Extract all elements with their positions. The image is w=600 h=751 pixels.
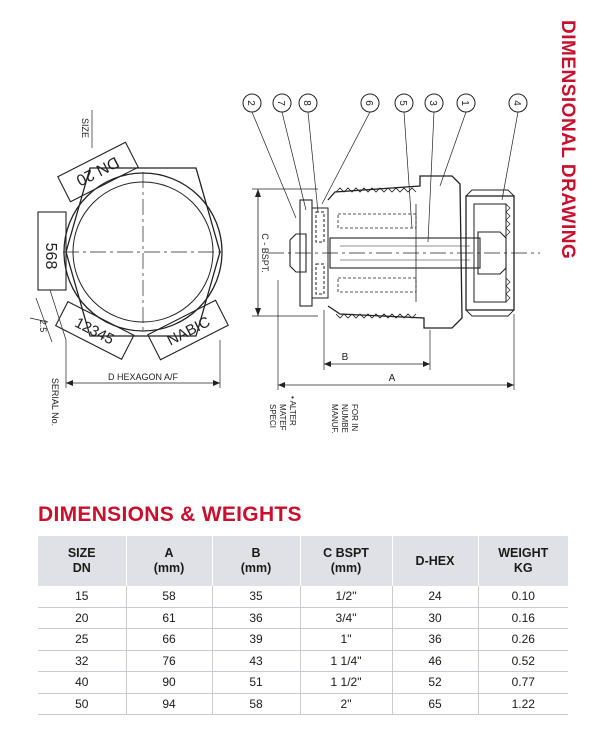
note-line: NUMBE <box>340 404 349 433</box>
svg-text:6: 6 <box>363 100 374 106</box>
drawing-title: DIMENSIONAL DRAWING <box>557 20 578 260</box>
callout-8 <box>299 94 317 112</box>
note-line: FOR IN <box>350 404 359 432</box>
dim-a-label: A <box>388 373 396 384</box>
table-cell: 3/4" <box>300 607 392 629</box>
header-b: B (mm) <box>212 536 300 586</box>
table-cell: 76 <box>126 650 212 672</box>
table-cell: 39 <box>212 629 300 651</box>
table-cell: 2" <box>300 693 392 715</box>
table-row <box>38 693 568 715</box>
table-row <box>38 629 568 651</box>
section-view <box>252 112 540 390</box>
table-cell: 24 <box>392 586 478 607</box>
dim-b-label: B <box>341 352 349 363</box>
hex-dimension-label: D HEXAGON A/F <box>107 372 179 382</box>
callout-3 <box>425 94 443 112</box>
table-cell: 50 <box>38 693 126 715</box>
header-d-hex: D-HEX <box>392 536 478 586</box>
table-cell: 94 <box>126 693 212 715</box>
note-line: MANUF. <box>330 404 339 434</box>
table-cell: 46 <box>392 650 478 672</box>
table-cell: 0.77 <box>478 672 568 694</box>
table-cell: 1 1/2" <box>300 672 392 694</box>
brand-plate-text: NABIC <box>164 313 213 350</box>
table-cell: 36 <box>392 629 478 651</box>
table-row <box>38 650 568 672</box>
size-label: SIZE <box>80 117 90 139</box>
hexagon-front-view <box>30 110 228 426</box>
table-cell: 0.16 <box>478 607 568 629</box>
table-cell: 0.10 <box>478 586 568 607</box>
table-cell: 15 <box>38 586 126 607</box>
callout-1 <box>457 94 475 112</box>
table-cell: 25 <box>38 629 126 651</box>
svg-text:7: 7 <box>275 100 286 106</box>
table-cell: 58 <box>212 693 300 715</box>
note-line: SPECI <box>268 404 277 429</box>
table-cell: 0.26 <box>478 629 568 651</box>
table-header-row <box>38 536 568 586</box>
note-line: MATEF <box>278 404 287 431</box>
table-cell: 40 <box>38 672 126 694</box>
callout-6 <box>361 94 379 112</box>
table-cell: 51 <box>212 672 300 694</box>
table-cell: 1" <box>300 629 392 651</box>
table-cell: 61 <box>126 607 212 629</box>
dim-small-label: 2.5 <box>38 319 48 333</box>
header-c-bspt: C BSPT (mm) <box>300 536 392 586</box>
table-cell: 0.52 <box>478 650 568 672</box>
dimensions-title: DIMENSIONS & WEIGHTS <box>38 503 302 526</box>
callout-7 <box>273 94 291 112</box>
table-cell: 1.22 <box>478 693 568 715</box>
table-cell: 58 <box>126 586 212 607</box>
table-cell: 65 <box>392 693 478 715</box>
header-size: SIZE DN <box>38 536 126 586</box>
table-cell: 52 <box>392 672 478 694</box>
svg-text:2: 2 <box>245 100 256 106</box>
svg-text:8: 8 <box>301 100 312 106</box>
size-plate-text: DN 20 <box>73 152 122 189</box>
svg-text:4: 4 <box>511 100 522 106</box>
table-row <box>38 586 568 607</box>
svg-text:1: 1 <box>459 100 470 106</box>
header-a: A (mm) <box>126 536 212 586</box>
table-cell: 36 <box>212 607 300 629</box>
callout-4 <box>509 94 527 112</box>
number-plate-text: 568 <box>42 242 59 270</box>
note-line: • ALTER <box>288 396 297 426</box>
svg-text:5: 5 <box>397 100 408 106</box>
table-cell: 1 1/4" <box>300 650 392 672</box>
notes-block <box>268 396 359 434</box>
table-cell: 30 <box>392 607 478 629</box>
table-row <box>38 672 568 694</box>
table-cell: 32 <box>38 650 126 672</box>
callout-5 <box>395 94 413 112</box>
thread-dimension-label: C - BSPT. <box>260 233 270 273</box>
table-cell: 35 <box>212 586 300 607</box>
table-cell: 66 <box>126 629 212 651</box>
table-row <box>38 607 568 629</box>
svg-text:3: 3 <box>427 100 438 106</box>
table-cell: 1/2" <box>300 586 392 607</box>
serial-no-label: SERIAL No. <box>50 377 60 427</box>
serial-plate-text: 12345 <box>71 314 117 349</box>
header-weight: WEIGHT KG <box>478 536 568 586</box>
callout-2 <box>243 94 261 112</box>
table-cell: 90 <box>126 672 212 694</box>
dimensions-table <box>38 536 568 715</box>
table-cell: 20 <box>38 607 126 629</box>
table-cell: 43 <box>212 650 300 672</box>
